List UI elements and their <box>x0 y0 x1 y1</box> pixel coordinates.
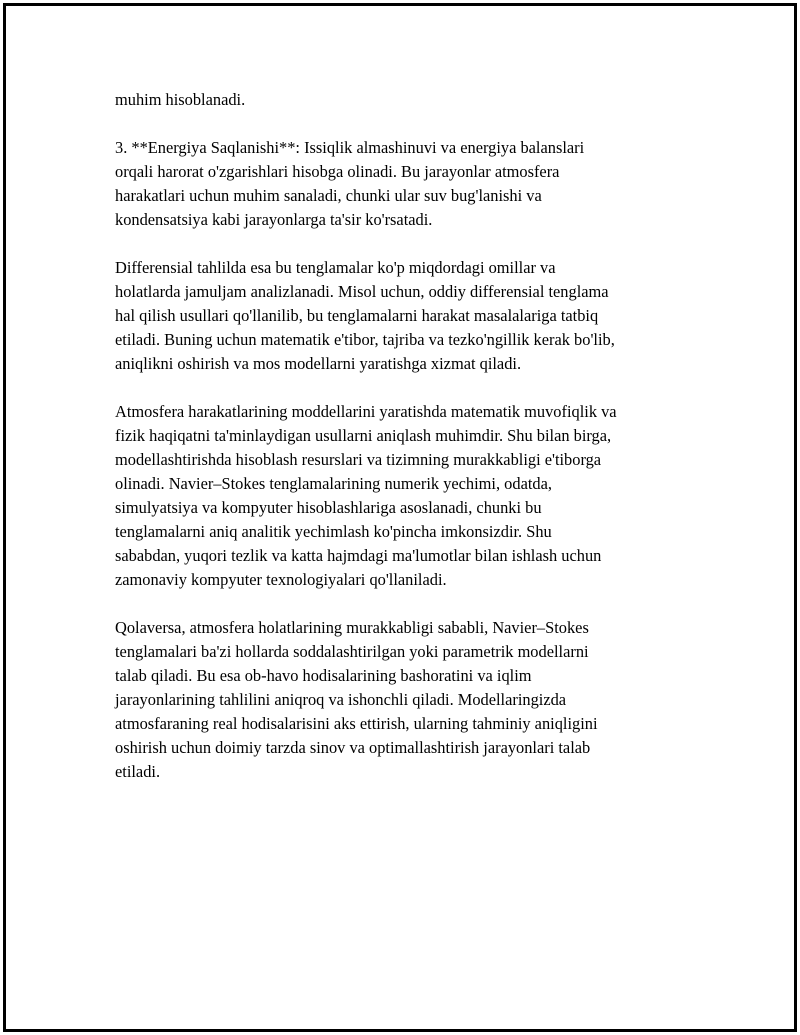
text-line: muhim hisoblanadi. <box>115 90 246 109</box>
text-line: simulyatsiya va kompyuter hisoblashlariga asoslanadi, chunki bu <box>115 498 542 517</box>
paragraph-5 <box>115 616 705 784</box>
text-line: etiladi. Buning uchun matematik e'tibor, tajriba va tezko'ngillik kerak bo'lib, <box>115 330 615 349</box>
text-line: 3. **Energiya Saqlanishi**: Issiqlik almashinuvi va energiya balanslari <box>115 138 585 157</box>
text-line: atmosfaraning real hodisalarisini aks ettirish, ularning tahminiy aniqligini <box>115 714 598 733</box>
text-line: kondensatsiya kabi jarayonlarga ta'sir ko'rsatadi. <box>115 210 433 229</box>
text-line: modellashtirishda hisoblash resurslari va tizimning murakkabligi e'tiborga <box>115 450 602 469</box>
text-line: hal qilish usullari qo'llanilib, bu tenglamalarni harakat masalalariga tatbiq <box>115 306 599 325</box>
text-line: etiladi. <box>115 762 161 781</box>
text-line: talab qiladi. Bu esa ob-havo hodisalarining bashoratini va iqlim <box>115 666 532 685</box>
text-line: fizik haqiqatni ta'minlaydigan usullarni aniqlash muhimdir. Shu bilan birga, <box>115 426 612 445</box>
text-line: zamonaviy kompyuter texnologiyalari qo'llaniladi. <box>115 570 447 589</box>
paragraph-2 <box>115 136 705 232</box>
text-line: aniqlikni oshirish va mos modellarni yaratishga xizmat qiladi. <box>115 354 522 373</box>
text-line: oshirish uchun doimiy tarzda sinov va optimallashtirish jarayonlari talab <box>115 738 591 757</box>
text-line: holatlarda jamuljam analizlanadi. Misol uchun, oddiy differensial tenglama <box>115 282 609 301</box>
document-body <box>115 88 705 808</box>
text-line: jarayonlarining tahlilini aniqroq va ishonchli qiladi. Modellaringizda <box>115 690 567 709</box>
text-line: Atmosfera harakatlarining moddellarini yaratishda matematik muvofiqlik va <box>115 402 617 421</box>
text-line: tenglamalari ba'zi hollarda soddalashtirilgan yoki parametrik modellarni <box>115 642 589 661</box>
text-line: Differensial tahlilda esa bu tenglamalar ko'p miqdordagi omillar va <box>115 258 556 277</box>
paragraph-1 <box>115 88 705 112</box>
text-line: sababdan, yuqori tezlik va katta hajmdagi ma'lumotlar bilan ishlash uchun <box>115 546 602 565</box>
text-line: olinadi. Navier–Stokes tenglamalarining numerik yechimi, odatda, <box>115 474 552 493</box>
text-line: Qolaversa, atmosfera holatlarining murakkabligi sababli, Navier–Stokes <box>115 618 589 637</box>
text-line: orqali harorat o'zgarishlari hisobga olinadi. Bu jarayonlar atmosfera <box>115 162 560 181</box>
text-line: harakatlari uchun muhim sanaladi, chunki ular suv bug'lanishi va <box>115 186 542 205</box>
paragraph-3 <box>115 256 705 376</box>
text-line: tenglamalarni aniq analitik yechimlash ko'pincha imkonsizdir. Shu <box>115 522 552 541</box>
paragraph-4 <box>115 400 705 592</box>
